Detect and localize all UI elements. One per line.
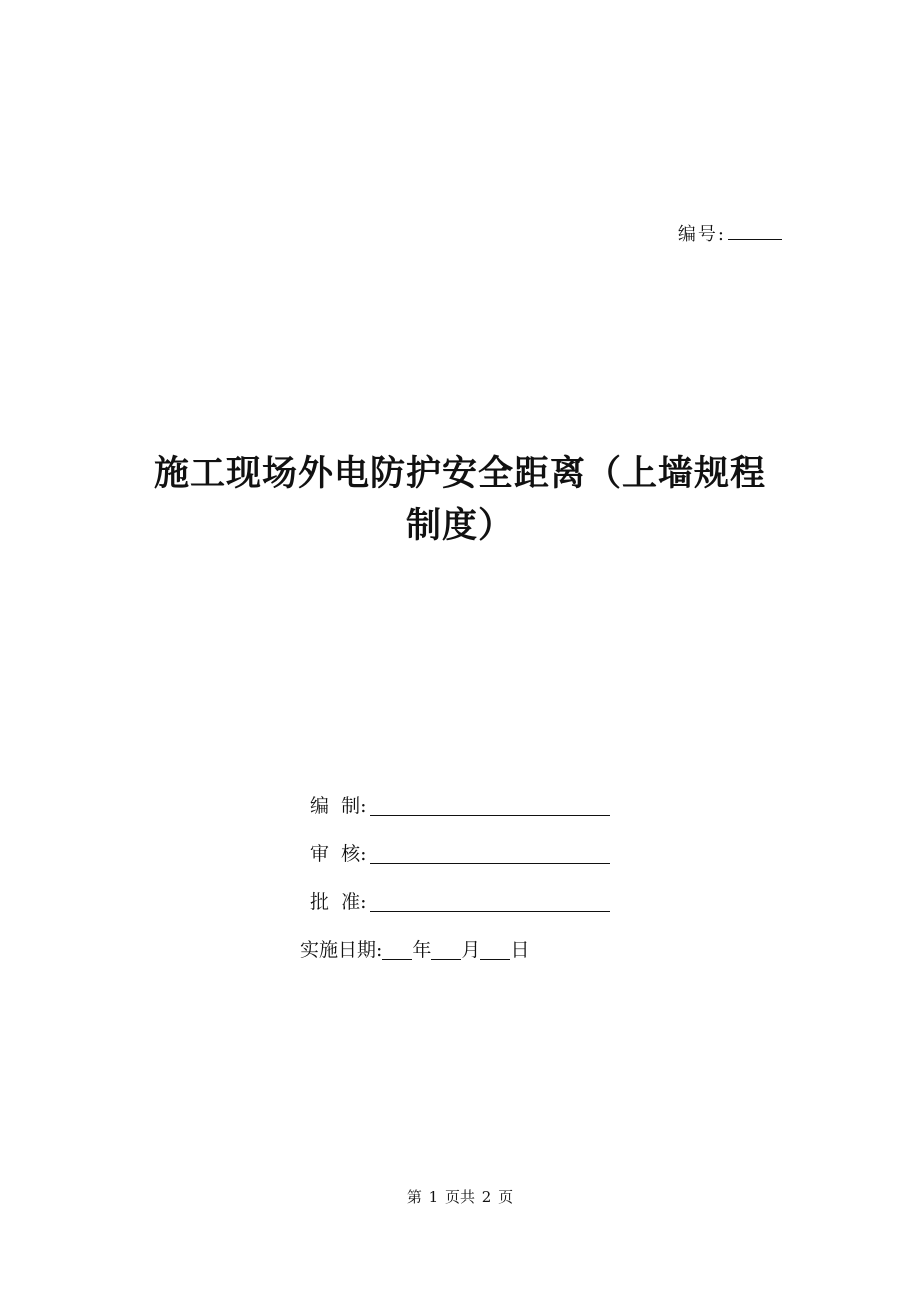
document-number-label: 编号: <box>677 224 726 245</box>
document-number-blank <box>728 223 782 240</box>
document-title <box>110 448 810 552</box>
reviewed-line <box>370 843 610 864</box>
compiled-label: 编 制: <box>310 795 367 817</box>
sign-off-block <box>300 770 640 962</box>
year-blank <box>382 939 412 960</box>
approved-label: 批 准: <box>310 891 367 913</box>
compiled-line <box>370 795 610 816</box>
reviewed-label: 审 核: <box>310 843 367 865</box>
effective-date-row <box>300 914 640 962</box>
document-title-line-2: 制度） <box>405 506 514 546</box>
month-label: 月 <box>461 939 481 961</box>
document-number <box>678 220 782 246</box>
approved-line <box>370 891 610 912</box>
compiled-row <box>300 770 640 818</box>
month-blank <box>431 939 461 960</box>
day-label: 日 <box>510 939 530 961</box>
year-label: 年 <box>412 939 432 961</box>
approved-row <box>300 866 640 914</box>
reviewed-row <box>300 818 640 866</box>
effective-date-label: 实施日期: <box>300 939 383 961</box>
document-title-line-1: 施工现场外电防护安全距离（上墙规程 <box>153 454 766 494</box>
page-footer: 第 1 页共 2 页 <box>406 1188 514 1206</box>
day-blank <box>480 939 510 960</box>
